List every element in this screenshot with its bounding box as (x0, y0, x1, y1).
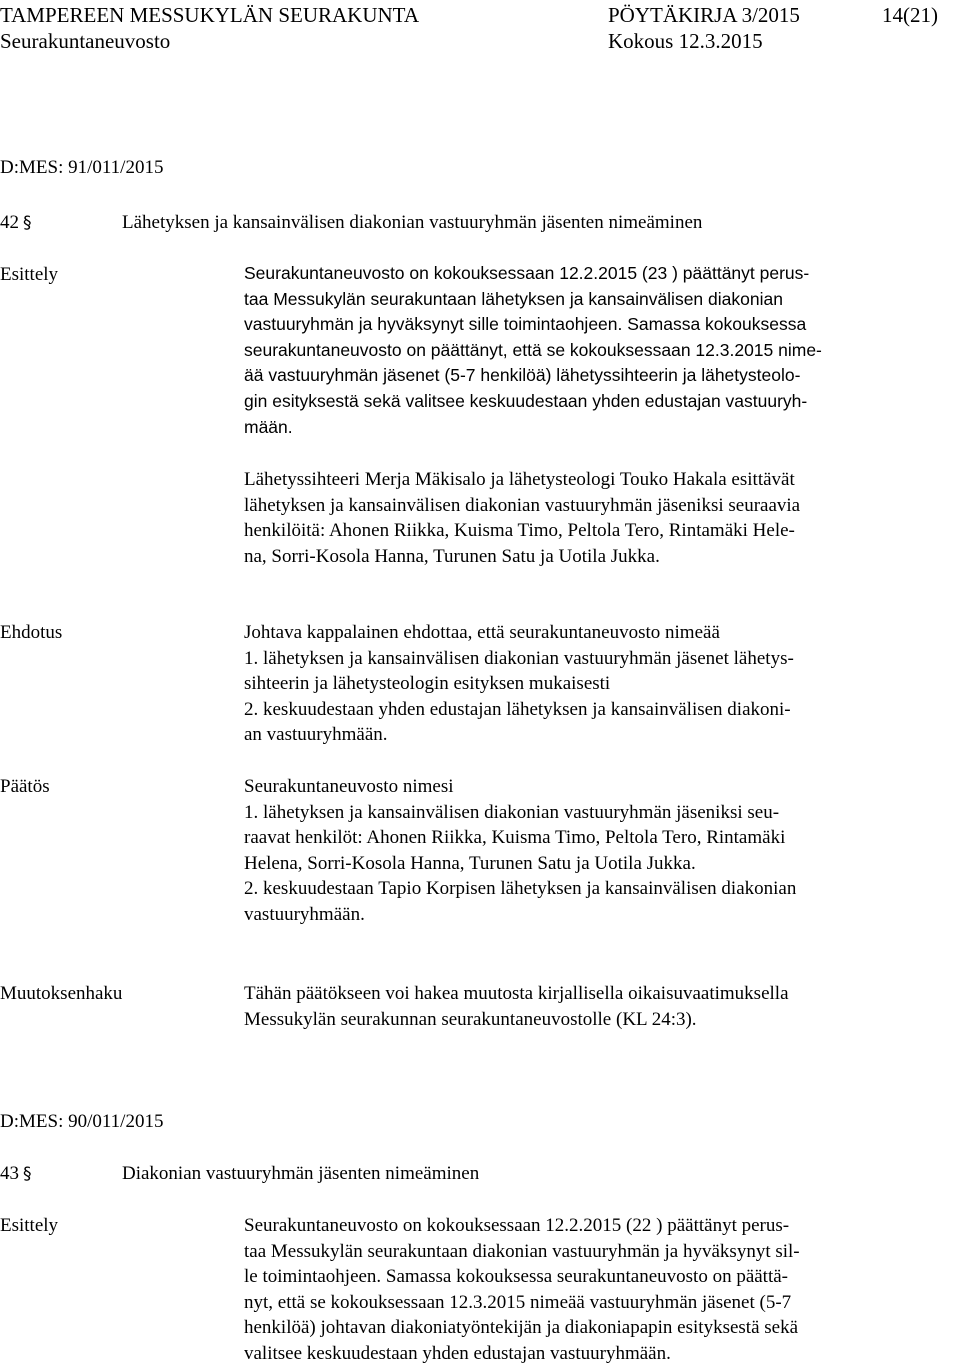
header-body: Seurakuntaneuvosto (0, 29, 171, 53)
esittely-43-text (244, 1213, 944, 1367)
text-line: taa Messukylän seurakuntaan lähetyksen ja kansainvälisen diakonian (244, 288, 783, 309)
item-42-heading (0, 210, 32, 237)
item-42-number: 42 (0, 212, 19, 233)
item-42-title: Lähetyksen ja kansainvälisen diakonian vastuuryhmän jäsenten nimeäminen (122, 212, 703, 233)
esittely-paragraph-2 (244, 467, 944, 569)
text-line: valitsee keskuudestaan yhden edustajan vastuuryhmään. (244, 1342, 671, 1364)
dmes-91: D:MES: 91/011/2015 (0, 157, 164, 178)
text-line: raavat henkilöt: Ahonen Riikka, Kuisma Timo, Peltola Tero, Rintamäki (244, 827, 786, 849)
section-sign-icon: § (23, 1164, 32, 1184)
muutoksenhaku-text (244, 981, 944, 1032)
text-line: le toimintaohjeen. Samassa kokouksessa seurakuntaneuvosto on päättä- (244, 1266, 789, 1288)
esittely-label: Esittely (0, 264, 59, 285)
text-line: mään. (244, 416, 293, 437)
header-org: TAMPEREEN MESSUKYLÄN SEURAKUNTA (0, 3, 419, 27)
text-line: 2. keskuudestaan yhden edustajan lähetyksen ja kansainvälisen diakoni- (244, 698, 791, 720)
text-line: Johtava kappalainen ehdottaa, että seurakuntaneuvosto nimeää (244, 622, 720, 643)
muutoksenhaku-label: Muutoksenhaku (0, 983, 123, 1004)
header-meeting: Kokous 12.3.2015 (608, 29, 763, 53)
text-line: vastuuryhmän ja hyväksynyt sille toimintaohjeen. Samassa kokouksessa (244, 314, 807, 335)
text-line: 2. keskuudestaan Tapio Korpisen lähetyksen ja kansainvälisen diakonian (244, 878, 797, 900)
ehdotus-label: Ehdotus (0, 622, 63, 643)
text-line: lähetyksen ja kansainvälisen diakonian vastuuryhmän jäseniksi seuraavia (244, 494, 801, 516)
text-line: henkilöä) johtavan diakoniatyöntekijän ja diakoniapapin esityksestä sekä (244, 1317, 799, 1339)
text-line: ää vastuuryhmän jäsenet (5-7 henkilöä) lähetyssihteerin ja lähetysteolo- (244, 365, 801, 386)
text-line: Messukylän seurakunnan seurakuntaneuvostolle (KL 24:3). (244, 1008, 697, 1030)
item-43-heading (0, 1161, 32, 1188)
header-page: 14(21) (882, 3, 938, 27)
item-43-number: 43 (0, 1163, 19, 1184)
text-line: Tähän päätökseen voi hakea muutosta kirjallisella oikaisuvaatimuksella (244, 983, 789, 1004)
dmes-90: D:MES: 90/011/2015 (0, 1111, 164, 1132)
paatos-text (244, 774, 944, 928)
text-line: 1. lähetyksen ja kansainvälisen diakonian vastuuryhmän jäsenet lähetys- (244, 647, 794, 669)
text-line: gin esityksestä sekä valitsee keskuudestaan yhden edustajan vastuuryh- (244, 390, 808, 411)
text-line: sihteerin ja lähetysteologin esityksen mukaisesti (244, 673, 611, 695)
text-line: taa Messukylän seurakuntaan diakonian vastuuryhmän ja hyväksynyt sil- (244, 1240, 800, 1262)
text-line: Helena, Sorri-Kosola Hanna, Turunen Satu ja Uotila Jukka. (244, 852, 696, 874)
esittely-text (244, 261, 944, 440)
text-line: vastuuryhmään. (244, 903, 365, 925)
item-43-title: Diakonian vastuuryhmän jäsenten nimeäminen (122, 1163, 480, 1184)
text-line: Seurakuntaneuvosto nimesi (244, 776, 454, 797)
esittely-label-43: Esittely (0, 1215, 59, 1236)
ehdotus-text (244, 620, 944, 748)
text-line: na, Sorri-Kosola Hanna, Turunen Satu ja Uotila Jukka. (244, 545, 660, 567)
text-line: an vastuuryhmään. (244, 724, 388, 746)
text-line: nyt, että se kokouksessaan 12.3.2015 nimeää vastuuryhmän jäsenet (5-7 (244, 1291, 792, 1313)
text-line: Seurakuntaneuvosto on kokouksessaan 12.2.2015 (22 ) päättänyt perus- (244, 1215, 790, 1236)
paatos-label: Päätös (0, 776, 50, 797)
text-line: Seurakuntaneuvosto on kokouksessaan 12.2.2015 (23 ) päättänyt perus- (244, 263, 810, 283)
section-sign-icon: § (23, 213, 32, 233)
text-line: henkilöitä: Ahonen Riikka, Kuisma Timo, Peltola Tero, Rintamäki Hele- (244, 520, 795, 542)
text-line: 1. lähetyksen ja kansainvälisen diakonian vastuuryhmän jäseniksi seu- (244, 801, 780, 823)
text-line: Lähetyssihteeri Merja Mäkisalo ja lähetysteologi Touko Hakala esittävät (244, 469, 795, 490)
text-line: seurakuntaneuvosto on päättänyt, että se kokouksessaan 12.3.2015 nime- (244, 339, 822, 360)
header-doc: PÖYTÄKIRJA 3/2015 (608, 3, 800, 27)
